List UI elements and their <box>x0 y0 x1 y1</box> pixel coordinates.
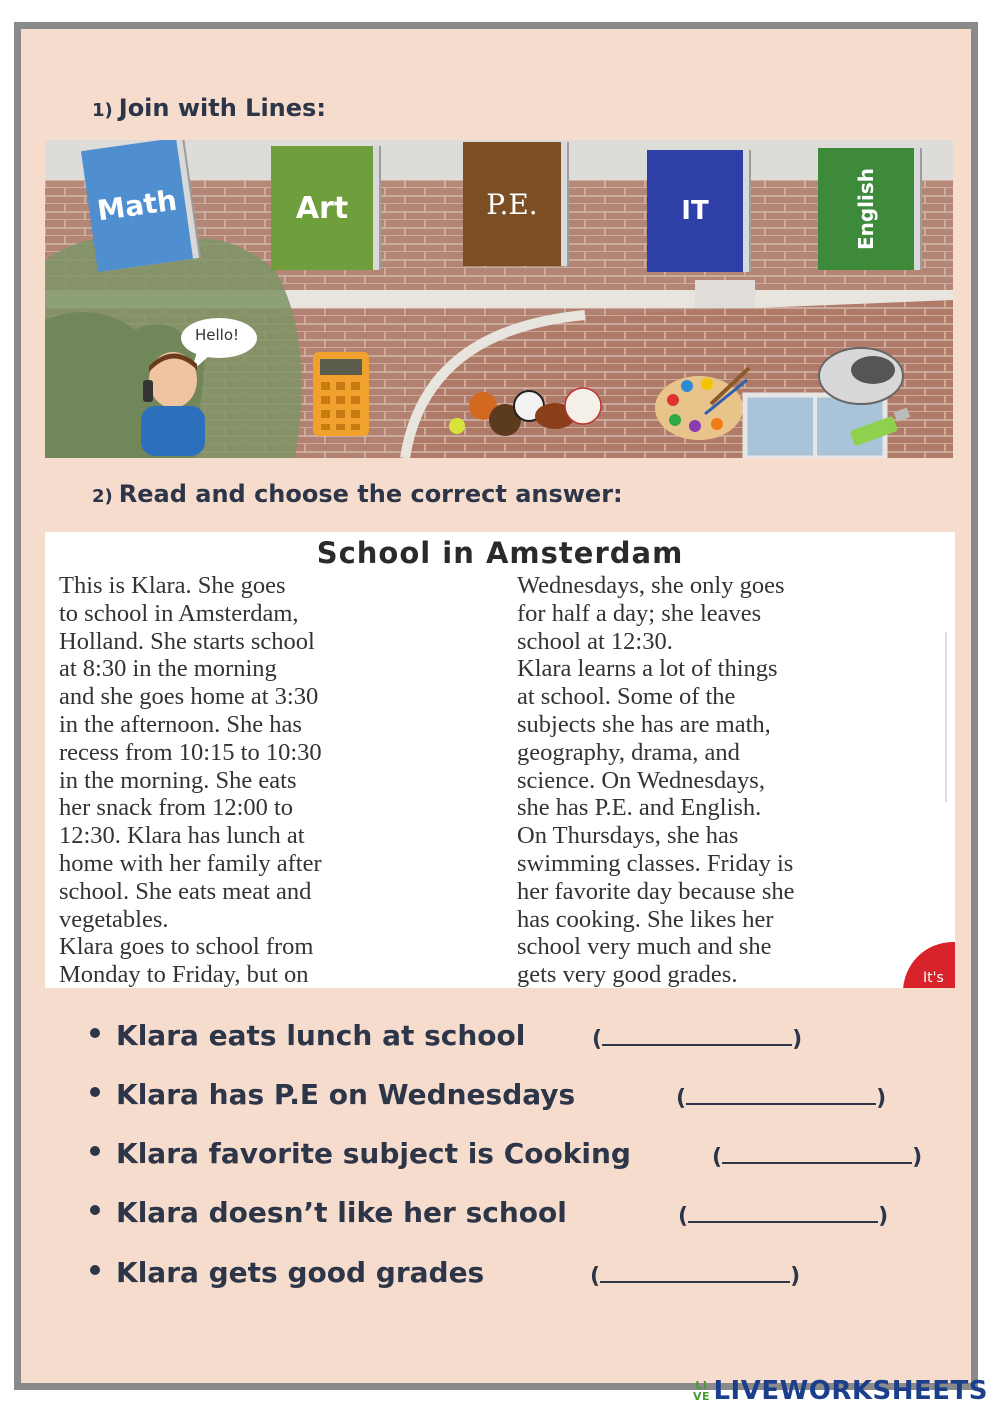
passage-line: recess from 10:15 to 10:30 <box>59 738 322 766</box>
passage-line: in the morning. She eats <box>59 766 297 794</box>
passage-line: for half a day; she leaves <box>517 599 762 627</box>
sports-balls-icon[interactable] <box>443 376 613 446</box>
calculator-icon[interactable] <box>313 352 369 436</box>
section-title: Join with Lines: <box>118 94 326 122</box>
passage-left-column <box>59 572 322 988</box>
passage-line: Monday to Friday, but on <box>59 961 309 988</box>
passage-line: subjects she has are math, <box>517 710 771 738</box>
blank-open: ( <box>678 1204 689 1229</box>
book-pe[interactable] <box>463 142 561 266</box>
bullet-icon <box>90 1146 100 1156</box>
statement-item <box>90 1137 631 1170</box>
blank-close: ) <box>876 1086 887 1111</box>
passage-line: science. On Wednesdays, <box>517 766 765 794</box>
answer-blank-5[interactable] <box>590 1263 800 1289</box>
answer-blank-2[interactable] <box>676 1085 886 1111</box>
passage-line: Wednesdays, she only goes <box>517 572 785 599</box>
speech-bubble-text: Hello! <box>195 326 240 344</box>
book-label: Math <box>95 183 179 227</box>
bullet-icon <box>90 1028 100 1038</box>
statement-text: Klara favorite subject is Cooking <box>116 1137 631 1170</box>
statement-text: Klara doesn’t like her school <box>116 1196 567 1229</box>
blank-open: ( <box>592 1027 603 1052</box>
statement-item <box>90 1078 575 1111</box>
reading-title: School in Amsterdam <box>316 536 684 570</box>
blank-close: ) <box>878 1204 889 1229</box>
blank-line[interactable] <box>688 1203 878 1223</box>
answer-blank-3[interactable] <box>712 1144 922 1170</box>
section-title: Read and choose the correct answer: <box>118 480 623 508</box>
passage-line: school very much and she <box>517 933 772 961</box>
blank-line[interactable] <box>722 1144 912 1164</box>
passage-line: at 8:30 in the morning <box>59 655 277 683</box>
answer-blank-4[interactable] <box>678 1203 888 1229</box>
passage-right-column <box>517 572 795 988</box>
blank-close: ) <box>912 1145 923 1170</box>
blank-close: ) <box>790 1264 801 1289</box>
blank-line[interactable] <box>686 1085 876 1105</box>
passage-line: her snack from 12:00 to <box>59 794 294 822</box>
paint-palette-icon[interactable] <box>651 364 751 444</box>
book-it[interactable] <box>647 150 743 272</box>
passage-line: at school. Some of the <box>517 683 736 711</box>
passage-line: school at 12:30. <box>517 627 673 655</box>
passage-line: gets very good grades. <box>517 961 738 988</box>
passage-line: On Thursdays, she has <box>517 822 739 850</box>
passage-line: Klara learns a lot of things <box>517 655 778 683</box>
passage-line: she has P.E. and English. <box>517 794 762 822</box>
passage-line: swimming classes. Friday is <box>517 849 794 877</box>
passage-line: geography, drama, and <box>517 738 740 766</box>
passage-line: 12:30. Klara has lunch at <box>59 822 305 850</box>
statement-item <box>90 1256 484 1289</box>
statement-text: Klara gets good grades <box>116 1256 485 1289</box>
live-badge-text: LIVE <box>692 1379 710 1403</box>
blank-close: ) <box>792 1027 803 1052</box>
blank-open: ( <box>712 1145 723 1170</box>
blank-line[interactable] <box>602 1026 792 1046</box>
book-math[interactable] <box>81 140 193 272</box>
reading-passage <box>45 532 955 988</box>
bullet-icon <box>90 1205 100 1215</box>
passage-line: to school in Amsterdam, <box>59 599 299 627</box>
school-subjects-scene <box>45 140 953 458</box>
section-2-heading <box>92 480 623 508</box>
passage-line: This is Klara. She goes <box>59 572 286 599</box>
bullet-icon <box>90 1087 100 1097</box>
book-label: Art <box>295 190 349 226</box>
book-english[interactable] <box>818 148 914 270</box>
statement-item <box>90 1019 525 1052</box>
section-number: 1) <box>92 100 113 121</box>
bullet-icon <box>90 1265 100 1275</box>
section-number: 2) <box>92 486 113 507</box>
book-art[interactable] <box>271 146 373 270</box>
corner-badge-text: It's <box>923 970 944 986</box>
statement-item <box>90 1196 567 1229</box>
liveworksheets-logo[interactable] <box>691 1376 988 1406</box>
book-label: English <box>853 167 878 251</box>
section-1-heading <box>92 94 326 122</box>
passage-line: vegetables. <box>59 905 169 933</box>
passage-line: her favorite day because she <box>517 877 795 905</box>
passage-line: in the afternoon. She has <box>59 710 302 738</box>
passage-line: home with her family after <box>59 849 322 877</box>
statement-text: Klara eats lunch at school <box>116 1019 526 1052</box>
blank-line[interactable] <box>600 1263 790 1283</box>
statement-text: Klara has P.E on Wednesdays <box>116 1078 576 1111</box>
live-badge <box>691 1380 711 1403</box>
book-label: P.E. <box>486 187 538 221</box>
passage-line: school. She eats meat and <box>59 877 312 905</box>
book-label: IT <box>681 196 709 226</box>
blank-open: ( <box>676 1086 687 1111</box>
blank-open: ( <box>590 1264 601 1289</box>
passage-line: Klara goes to school from <box>59 933 314 961</box>
page-edge-decoration <box>945 632 955 802</box>
passage-line: Holland. She starts school <box>59 627 315 655</box>
passage-line: has cooking. She likes her <box>517 905 774 933</box>
brand-name: LIVEWORKSHEETS <box>713 1376 988 1406</box>
passage-line: and she goes home at 3:30 <box>59 683 319 711</box>
boy-with-phone-icon[interactable] <box>133 346 213 456</box>
answer-blank-1[interactable] <box>592 1026 802 1052</box>
computer-mouse-icon[interactable] <box>811 340 931 450</box>
